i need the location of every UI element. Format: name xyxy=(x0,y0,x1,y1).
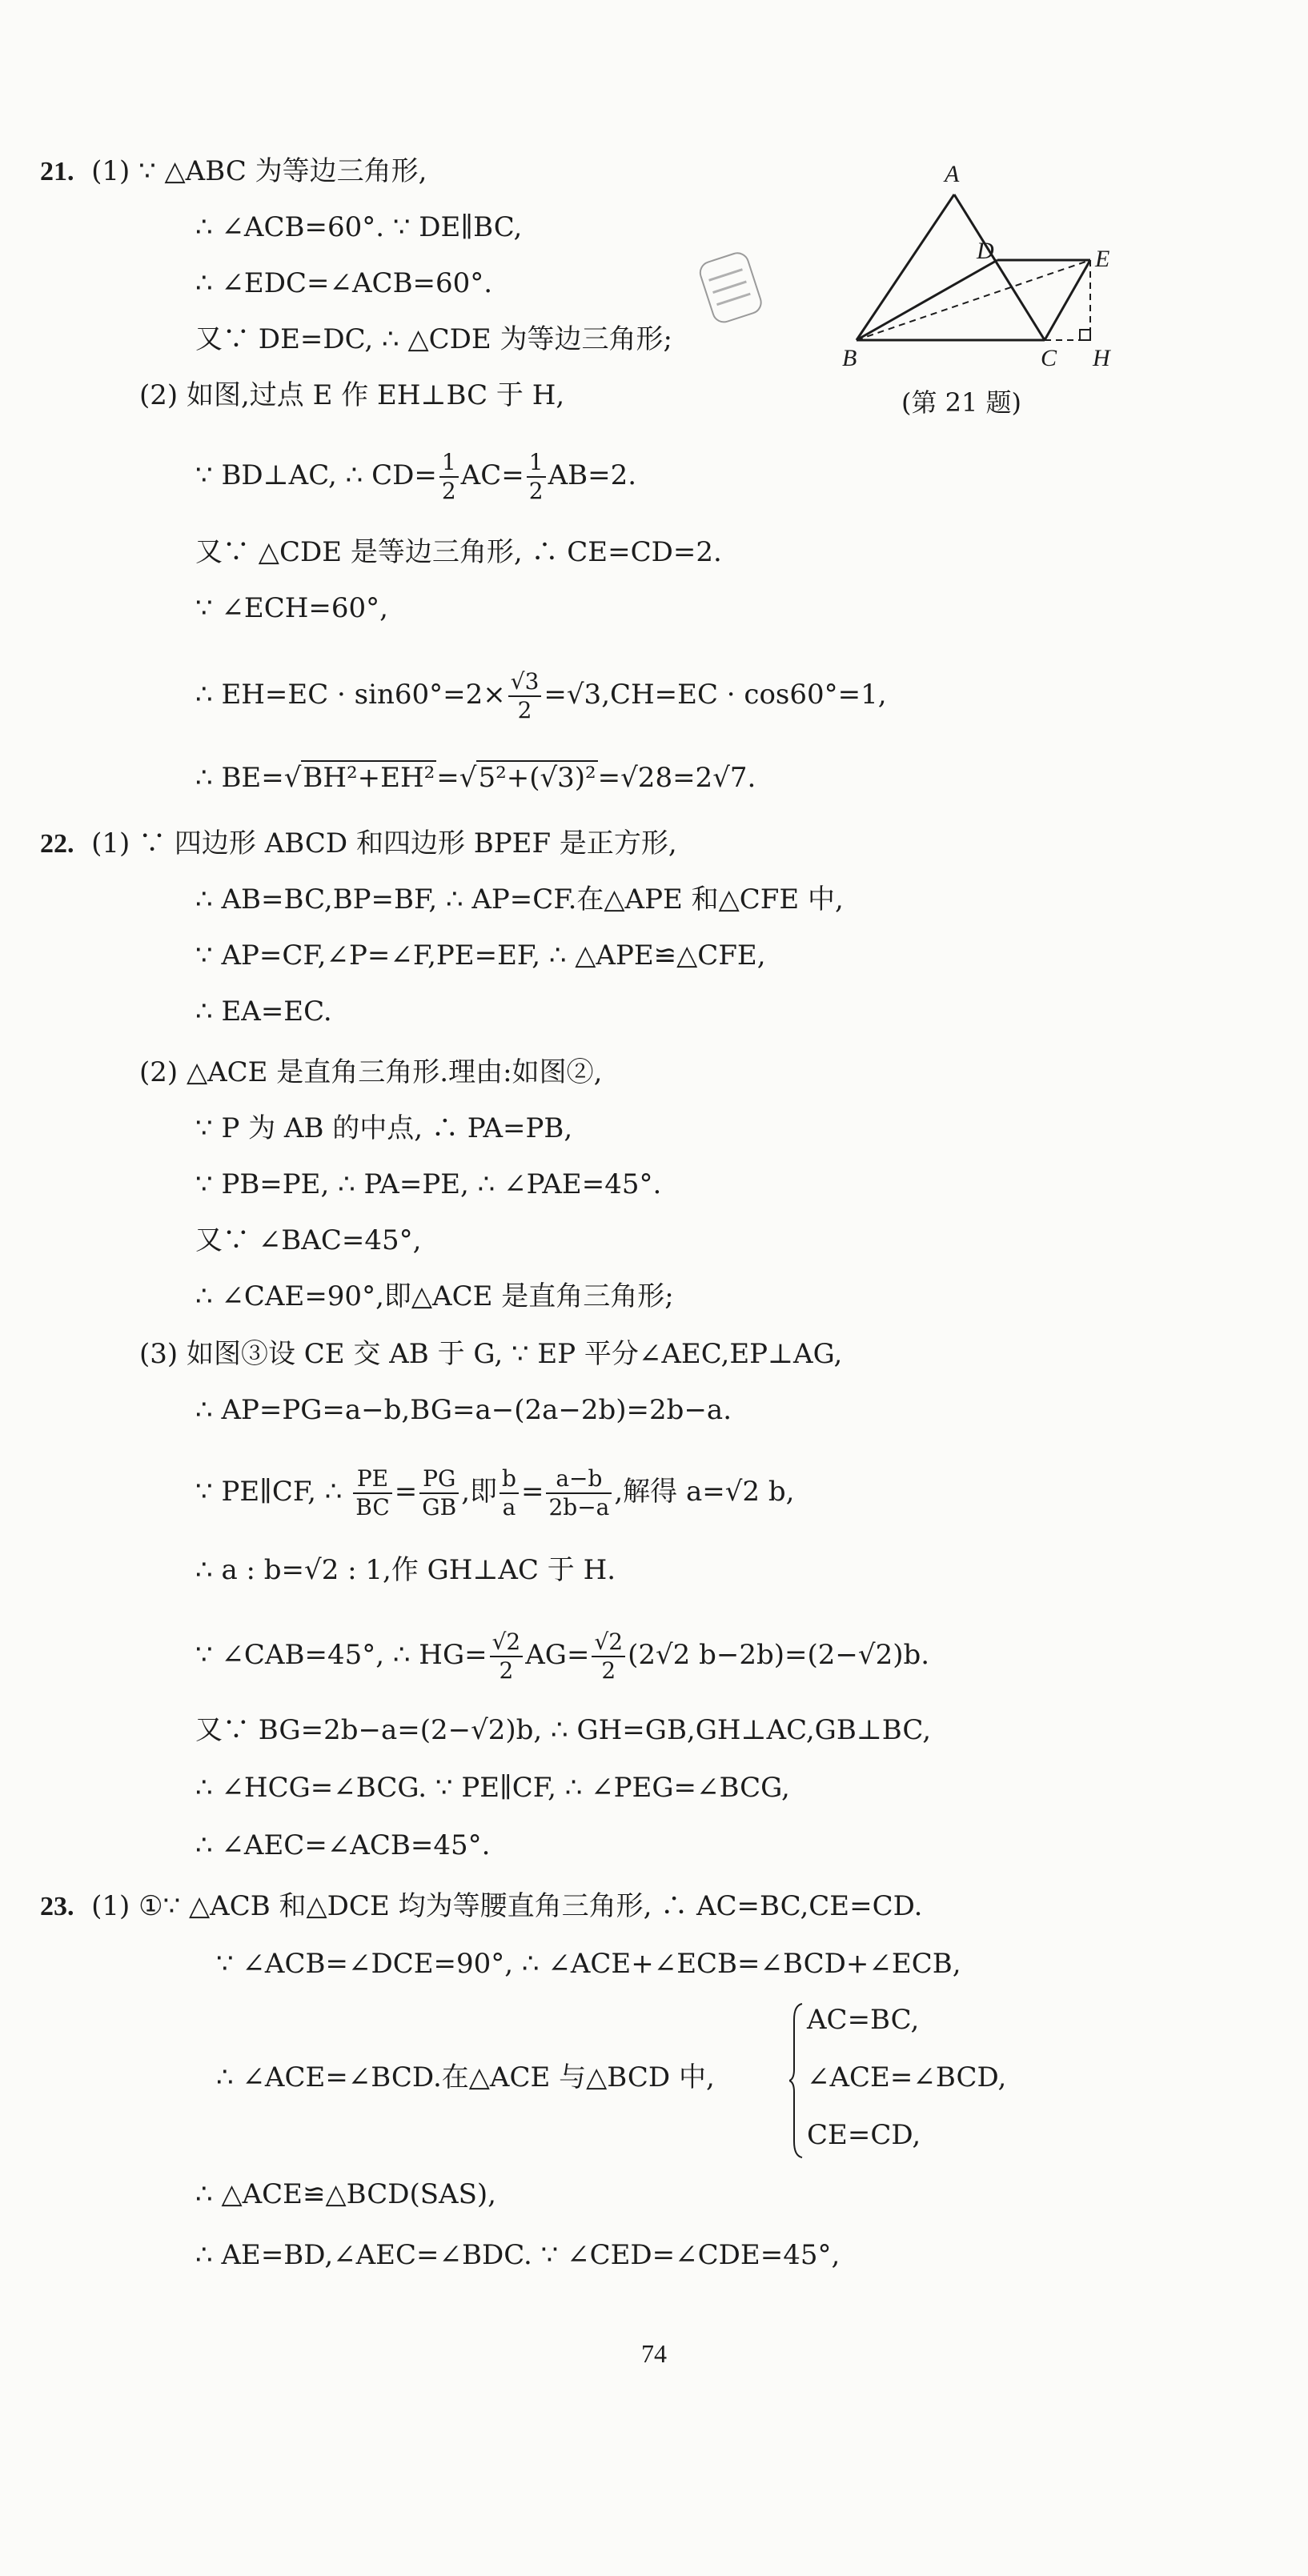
line-q22-2b: ∵ P 为 AB 的中点, ∴ PA=PB, xyxy=(195,1112,573,1144)
line-q23-1b: ∵ ∠ACB=∠DCE=90°, ∴ ∠ACE+∠ECB=∠BCD+∠ECB, xyxy=(216,1948,961,1980)
line-q22-1d: ∴ EA=EC. xyxy=(195,996,332,1028)
line-q23-1e: ∴ AE=BD,∠AEC=∠BDC. ∵ ∠CED=∠CDE=45°, xyxy=(195,2239,841,2271)
fraction: $\frac{√2}{2}$ xyxy=(490,1631,524,1682)
question-number-22: 22. xyxy=(40,829,74,859)
line-q22-1c: ∵ AP=CF,∠P=∠F,PE=EF, ∴ △APE≌△CFE, xyxy=(195,939,766,972)
question-number-23: 23. xyxy=(40,1892,74,1921)
system-line-2: ∠ACE=∠BCD, xyxy=(807,2061,1007,2093)
fraction: $\frac{b}{a}$ xyxy=(500,1468,519,1519)
line-q22-2c: ∵ PB=PE, ∴ PA=PE, ∴ ∠PAE=45°. xyxy=(195,1168,662,1200)
line-q22-3e: ∵ ∠CAB=45°, ∴ HG= $\frac{√2}{2}$ AG= $\frac{√2}{2}$ (2√2 b−2b)=(2−√2)b. xyxy=(195,1629,930,1684)
line-q21-1c: ∴ ∠EDC=∠ACB=60°. xyxy=(195,267,493,299)
line-q22-3c: ∵ PE∥CF, ∴ $\frac{PE}{BC}$ = $\frac{PG}{GB}$ ,即 $\frac{b}{a}$ = $\frac{a-b}{2b-a}$ ,解得 a=√2 b, xyxy=(195,1465,795,1520)
label-A: A xyxy=(945,161,960,187)
label-D: D xyxy=(977,238,994,264)
label-E: E xyxy=(1095,246,1110,272)
label-B: B xyxy=(842,345,857,371)
line-q22-3d: ∴ a : b=√2 : 1,作 GH⊥AC 于 H. xyxy=(195,1554,616,1586)
figure-caption: (第 21 题) xyxy=(901,387,1022,418)
line-q21-2e: ∴ EH=EC · sin60°=2× $\frac{√3}{2}$ =√3,CH=EC · cos60°=1, xyxy=(195,668,887,723)
line-q22-3b: ∴ AP=PG=a−b,BG=a−(2a−2b)=2b−a. xyxy=(195,1394,732,1426)
line-q21-2d: ∵ ∠ECH=60°, xyxy=(195,592,388,624)
fraction: $\frac{1}{2}$ xyxy=(439,451,459,503)
fraction: $\frac{√2}{2}$ xyxy=(592,1631,625,1682)
line-q22-1a: 22. (1) ∵ 四边形 ABCD 和四边形 BPEF 是正方形, xyxy=(40,827,677,859)
line-q22-3g: ∴ ∠HCG=∠BCG. ∵ PE∥CF, ∴ ∠PEG=∠BCG, xyxy=(195,1772,790,1804)
fraction: $\frac{a-b}{2b-a}$ xyxy=(546,1468,612,1519)
fraction: $\frac{PE}{BC}$ xyxy=(353,1468,392,1519)
line-q22-2e: ∴ ∠CAE=90°,即△ACE 是直角三角形; xyxy=(195,1280,674,1312)
page-number: 74 xyxy=(641,2339,667,2368)
line-q21-2f: ∴ BE=√BH²+EH²=√5²+(√3)²=√28=2√7. xyxy=(195,762,756,794)
fraction: $\frac{√3}{2}$ xyxy=(508,671,542,722)
segment-AB xyxy=(857,194,954,340)
system-line-1: AC=BC, xyxy=(807,2004,920,2036)
square-root: √BH²+EH² xyxy=(283,762,435,794)
segment-BE xyxy=(857,260,1090,340)
line-q21-2b: ∵ BD⊥AC, ∴ CD= $\frac{1}{2}$ AC= $\frac{1}{2}$ AB=2. xyxy=(195,449,637,504)
system-line-3: CE=CD, xyxy=(807,2119,921,2151)
line-q23-1d: ∴ △ACE≌△BCD(SAS), xyxy=(195,2178,496,2210)
watermark-stamp xyxy=(698,250,765,327)
segment-BD xyxy=(857,260,997,340)
line-q23-1a: 23. (1) ①∵ △ACB 和△DCE 均为等腰直角三角形, ∴ AC=BC,CE=CD. xyxy=(40,1890,923,1922)
line-q21-1d: 又∵ DE=DC, ∴ △CDE 为等边三角形; xyxy=(195,323,672,355)
segment-AC xyxy=(954,194,1045,340)
line-q21-2c: 又∵ △CDE 是等边三角形, ∴ CE=CD=2. xyxy=(195,536,722,568)
system-brace xyxy=(789,2001,804,2161)
line-q22-2a: (2) △ACE 是直角三角形.理由:如图②, xyxy=(139,1056,603,1088)
right-angle-mark xyxy=(1080,330,1090,340)
square-root: √5²+(√3)² xyxy=(459,762,596,794)
line-q21-2a: (2) 如图,过点 E 作 EH⊥BC 于 H, xyxy=(139,379,565,411)
line-q23-1c: ∴ ∠ACE=∠BCD.在△ACE 与△BCD 中, xyxy=(216,2061,715,2093)
label-H: H xyxy=(1093,345,1110,371)
line-q22-1b: ∴ AB=BC,BP=BF, ∴ AP=CF.在△APE 和△CFE 中, xyxy=(195,883,844,915)
line-q21-1a: 21. (1) ∵ △ABC 为等边三角形, xyxy=(40,155,427,187)
segment-EC xyxy=(1045,260,1090,340)
line-q22-2d: 又∵ ∠BAC=45°, xyxy=(195,1224,422,1256)
line-q22-3h: ∴ ∠AEC=∠ACB=45°. xyxy=(195,1829,491,1861)
question-number-21: 21. xyxy=(40,157,74,186)
label-C: C xyxy=(1041,345,1057,371)
line-q22-3f: 又∵ BG=2b−a=(2−√2)b, ∴ GH=GB,GH⊥AC,GB⊥BC, xyxy=(195,1714,932,1746)
line-q21-1b: ∴ ∠ACB=60°. ∵ DE∥BC, xyxy=(195,211,523,243)
fraction: $\frac{PG}{GB}$ xyxy=(419,1468,459,1519)
line-q22-3a: (3) 如图③设 CE 交 AB 于 G, ∵ EP 平分∠AEC,EP⊥AG, xyxy=(139,1338,843,1370)
figure-q21 xyxy=(841,156,1145,372)
fraction: $\frac{1}{2}$ xyxy=(527,451,546,503)
